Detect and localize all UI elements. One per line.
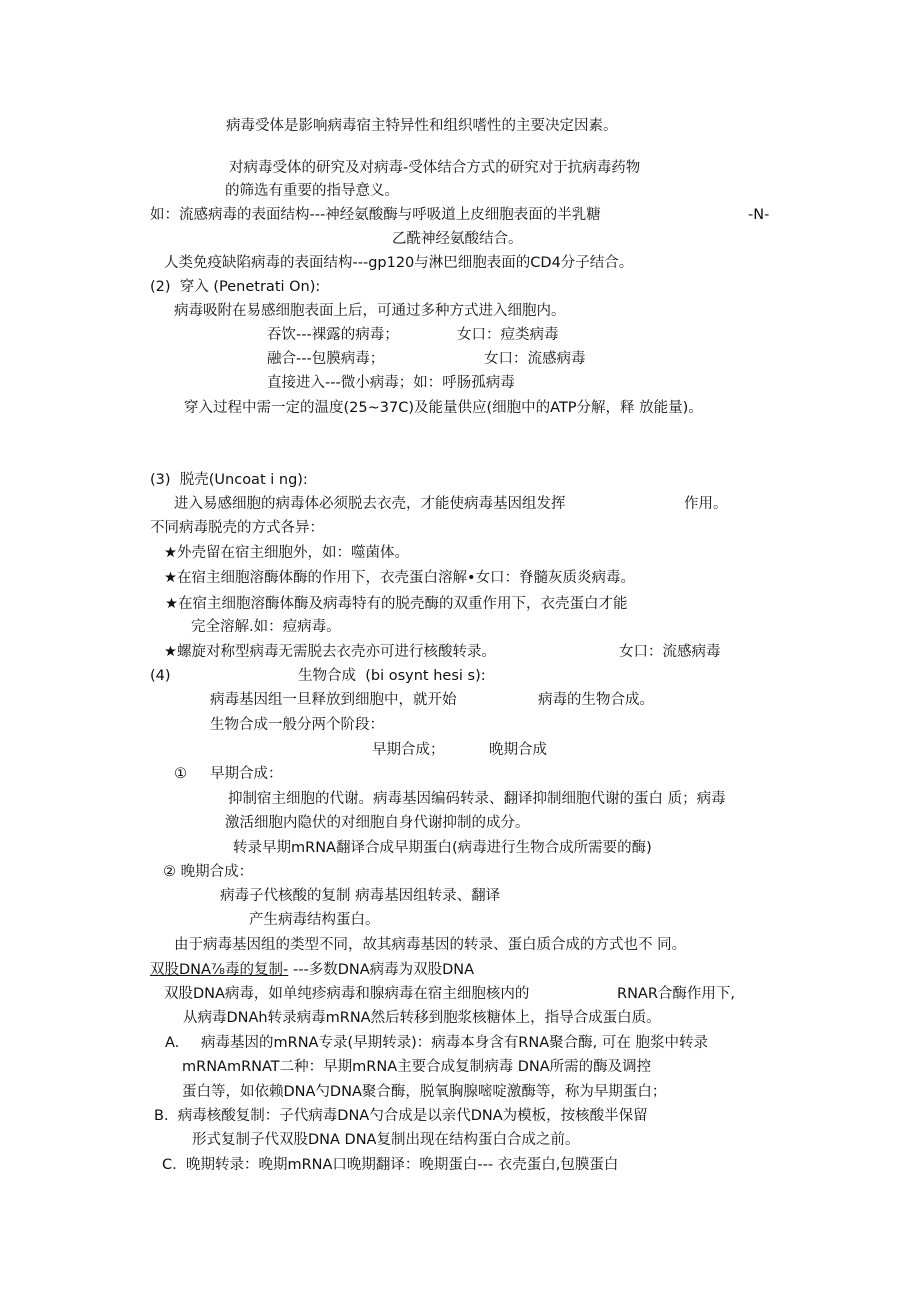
text-line: 激活细胞内隐伏的对细胞自身代谢抑制的成分。: [225, 815, 530, 831]
text-line: 早期合成：: [210, 766, 283, 782]
text-line: 病毒吸附在易感细胞表面上后，可通过多种方式进入细胞内。: [174, 303, 566, 319]
text-line: ---多数DNA病毒为双股DNA: [293, 962, 475, 978]
text-line: 的筛选有重要的指导意义。: [225, 183, 399, 199]
text-line: -N-: [748, 207, 770, 223]
text-line: 直接进入---微小病毒；如：呼肠孤病毒: [267, 375, 515, 391]
text-line: 人类免疫缺陷病毒的表面结构---gp120与淋巴细胞表面的CD4分子结合。: [164, 255, 634, 271]
text-line: 病毒受体是影响病毒宿主特异性和组织嗜性的主要决定因素。: [226, 118, 618, 134]
text-line: 抑制宿主细胞的代谢。病毒基因编码转录、翻译抑制细胞代谢的蛋白 质；病毒: [228, 791, 726, 807]
text-line: 晚期合成: [489, 742, 547, 758]
text-line: 从病毒DNAh转录病毒mRNA然后转移到胞浆核糖体上，指导合成蛋白质。: [183, 1010, 661, 1026]
text-line: 早期合成；: [372, 742, 445, 758]
text-line: 如：流感病毒的表面结构---神经氨酸酶与呼吸道上皮细胞表面的半乳糖: [150, 207, 601, 223]
text-line: mRNAmRNAT二种：早期mRNA主要合成复制病毒 DNA所需的酶及调控: [182, 1059, 652, 1075]
section-heading: (4): [150, 668, 171, 684]
text-line: 病毒基因组一旦释放到细胞中，就开始: [210, 692, 457, 708]
text-line: 女口：流感病毒: [619, 644, 721, 660]
text-line: 由于病毒基因组的类型不同，故其病毒基因的转录、蛋白质合成的方式也不 同。: [174, 937, 687, 953]
text-line: 吞饮---裸露的病毒；: [267, 327, 399, 343]
text-line: ★在宿主细胞溶酶体酶的作用下，衣壳蛋白溶解•女口：脊髓灰质炎病毒。: [164, 570, 636, 586]
text-line: 病毒基因的mRNA专录(早期转录)：病毒本身含有RNA聚合酶, 可在 胞浆中转录: [201, 1035, 708, 1051]
text-line: 生物合成一般分两个阶段：: [210, 717, 384, 733]
text-line: 蛋白等，如依赖DNA勺DNA聚合酶，脱氧胸腺嘧啶激酶等，称为早期蛋白；: [182, 1084, 667, 1100]
text-line: 女口：痘类病毒: [457, 327, 559, 343]
text-line: 双股DNA病毒，如单纯疹病毒和腺病毒在宿主细胞核内的: [164, 986, 530, 1002]
text-line: 产生病毒结构蛋白。: [249, 912, 380, 928]
text-line: ② 晚期合成：: [163, 864, 254, 880]
text-line: 不同病毒脱壳的方式各异：: [150, 520, 324, 536]
text-line: ★外壳留在宿主细胞外，如：噬菌体。: [164, 545, 409, 561]
text-line: 完全溶解.如：痘病毒。: [191, 619, 341, 635]
text-line: 对病毒受体的研究及对病毒-受体结合方式的研究对于抗病毒药物: [229, 160, 641, 176]
text-line: 形式复制子代双股DNA DNA复制出现在结构蛋白合成之前。: [192, 1132, 580, 1148]
text-line: 作用。: [684, 496, 728, 512]
section-heading: (2) 穿入 (Penetrati On):: [150, 279, 321, 295]
text-line: 转录早期mRNA翻译合成早期蛋白(病毒进行生物合成所需要的酶): [233, 840, 652, 856]
text-line-underlined: 双股DNA⅞毒的复制-: [150, 962, 289, 978]
text-line: 病毒子代核酸的复制 病毒基因组转录、翻译: [220, 888, 501, 904]
text-line: ★在宿主细胞溶酶体酶及病毒特有的脱壳酶的双重作用下，衣壳蛋白才能: [165, 596, 628, 612]
text-line: 女口：流感病毒: [484, 351, 586, 367]
section-heading: 生物合成 (bi osynt hesi s):: [298, 668, 486, 684]
section-heading: (3) 脱壳(Uncoat i ng):: [150, 472, 308, 488]
text-line: ①: [174, 766, 187, 782]
text-line: B. 病毒核酸复制：子代病毒DNA勺合成是以亲代DNA为模板，按核酸半保留: [154, 1108, 648, 1124]
text-line: 病毒的生物合成。: [538, 692, 654, 708]
text-line: 进入易感细胞的病毒体必须脱去衣壳，才能使病毒基因组发挥: [174, 496, 566, 512]
text-line: RNAR合酶作用下,: [617, 986, 736, 1002]
text-line: 乙酰神经氨酸结合。: [392, 231, 523, 247]
text-line: 融合---包膜病毒；: [267, 351, 385, 367]
text-line: ★螺旋对称型病毒无需脱去衣壳亦可进行核酸转录。: [164, 644, 496, 660]
text-line: A.: [165, 1035, 180, 1051]
text-line: 穿入过程中需一定的温度(25~37C)及能量供应(细胞中的ATP分解，释 放能量)。: [184, 400, 703, 416]
text-line: C. 晚期转录：晚期mRNA口晚期翻译：晚期蛋白--- 衣壳蛋白,包膜蛋白: [162, 1157, 619, 1173]
